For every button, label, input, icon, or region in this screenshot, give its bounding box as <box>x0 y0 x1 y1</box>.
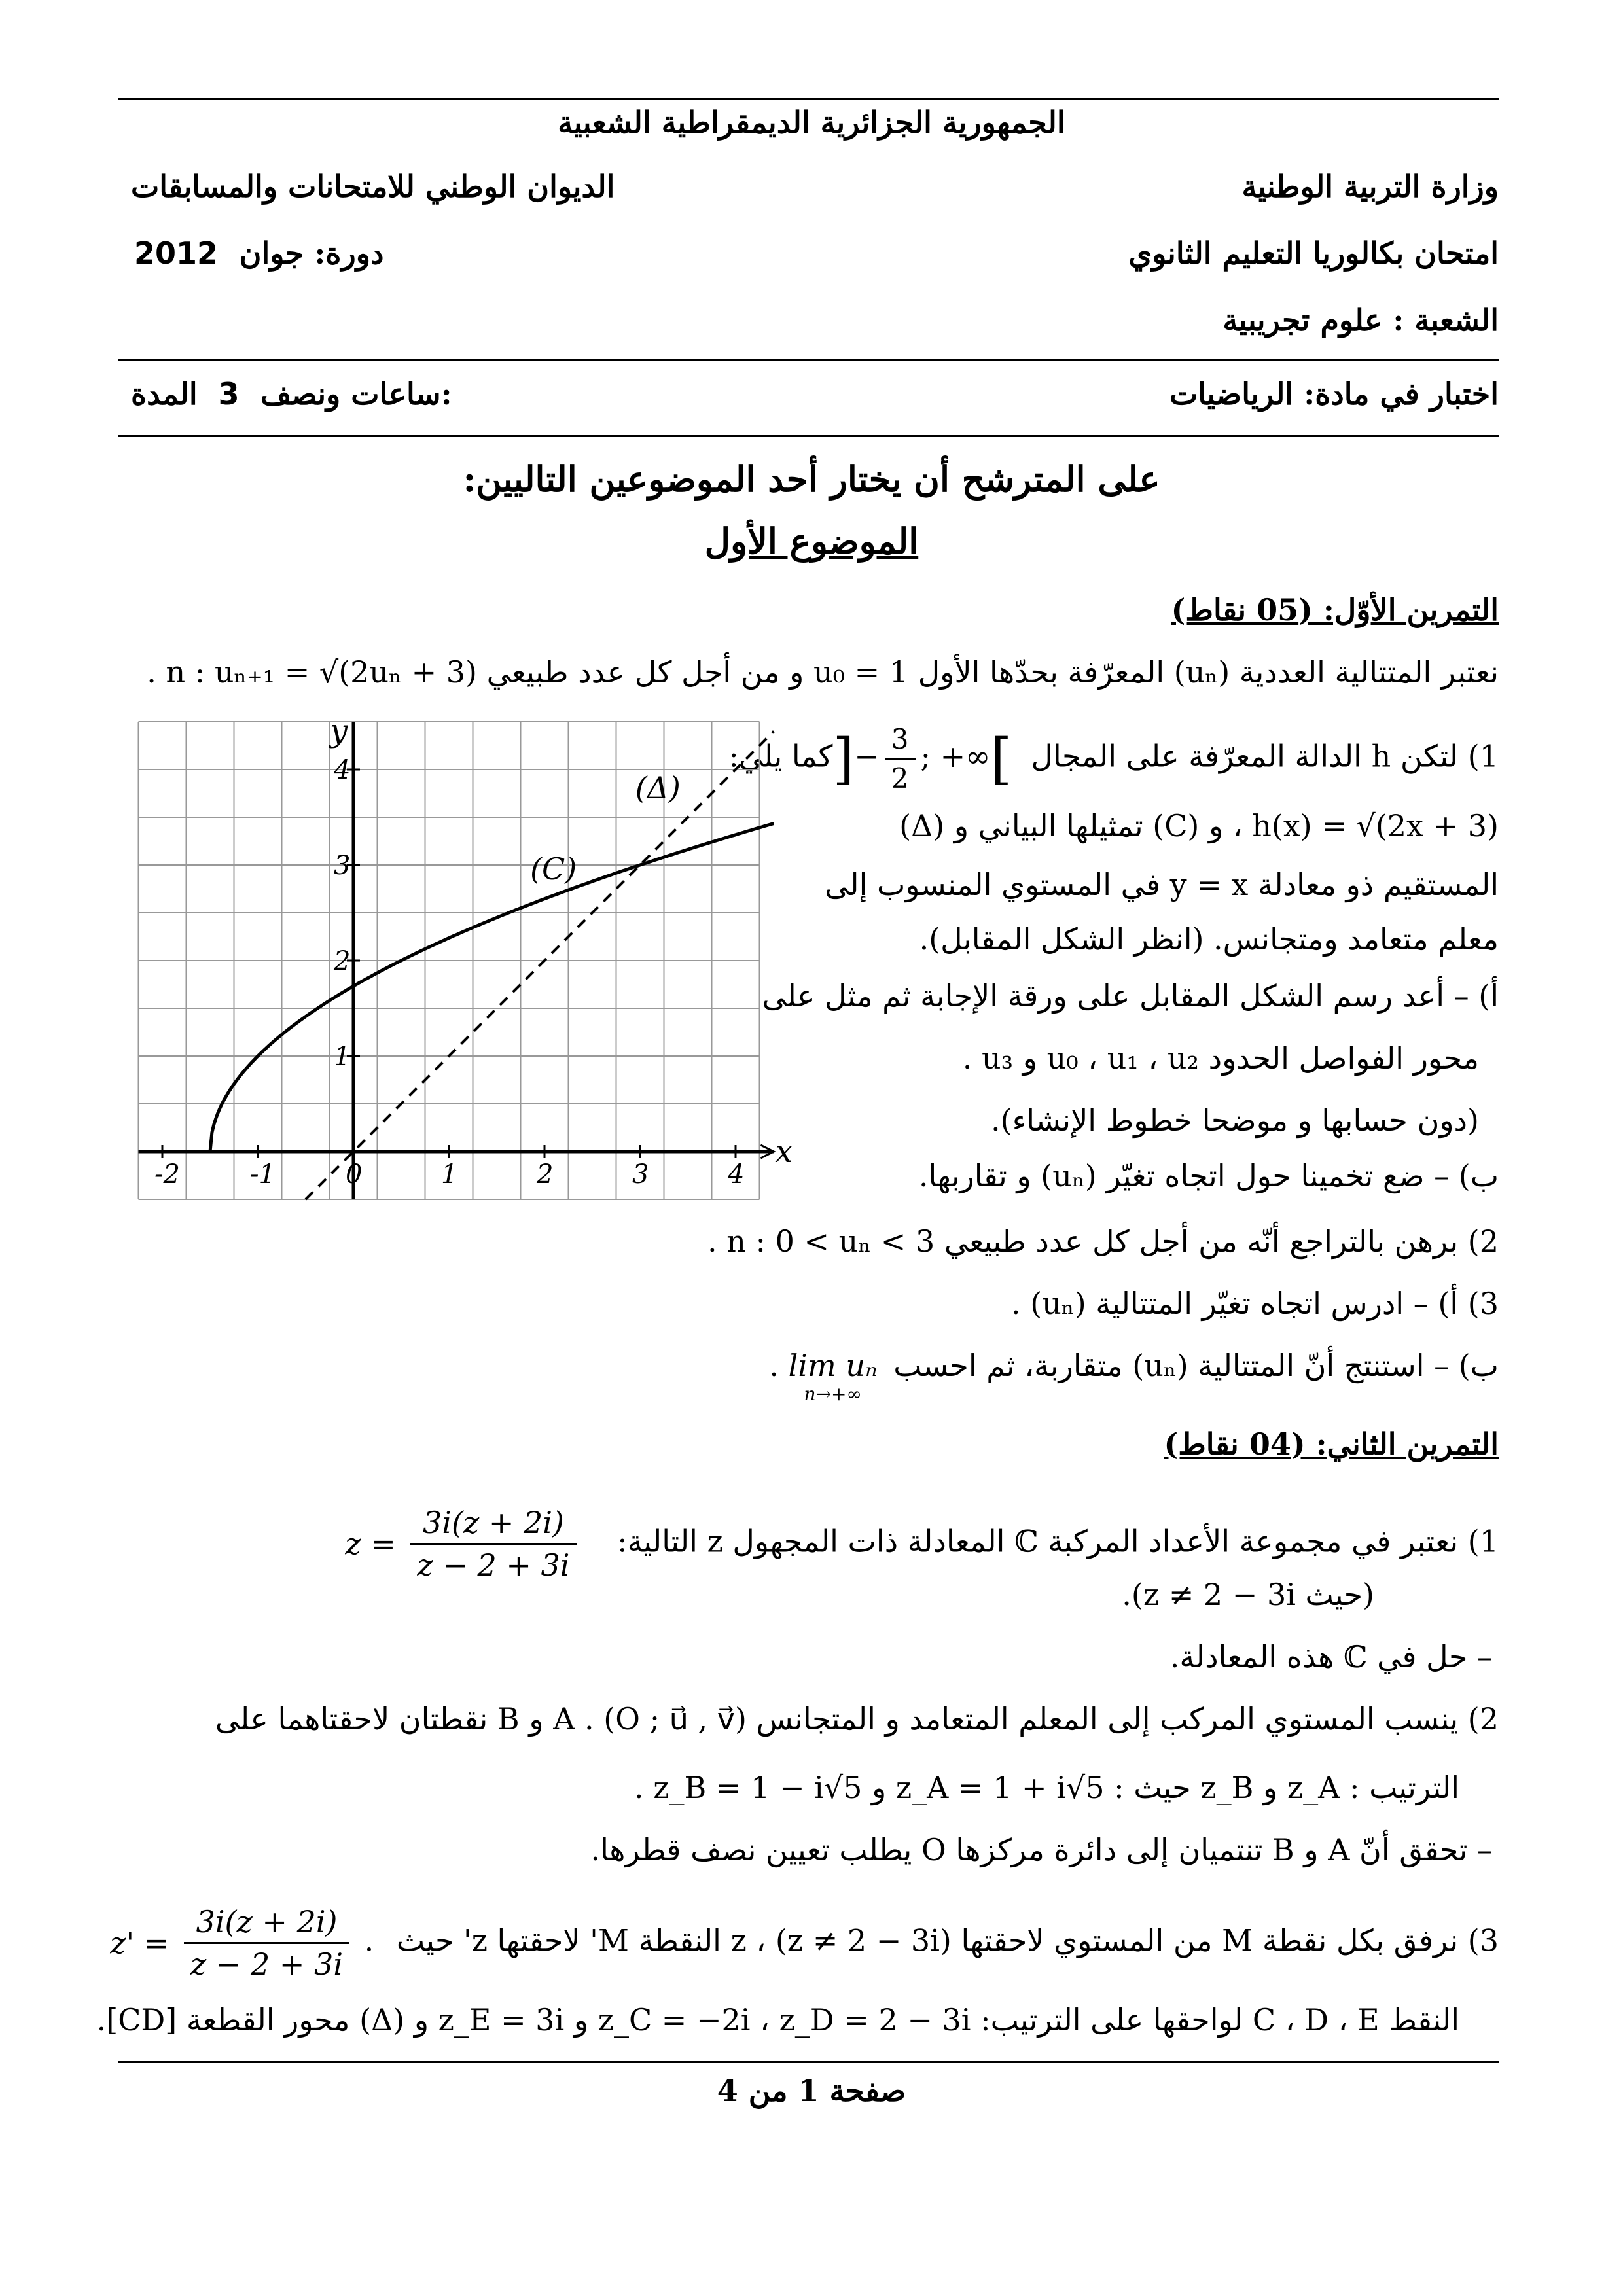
limit-expr <box>789 1348 878 1405</box>
ex1-q3b: ب) – استنتج أنّ المتتالية (uₙ) متقاربة، ثم احسب <box>893 1348 1499 1383</box>
ex2-q2-line1: 2) ينسب المستوي المركب إلى المعلم المتعامد و المتجانس (O ; u⃗ , v⃗) . A و B نقطتان لاحقتاهما على <box>215 1701 1499 1737</box>
ex1-q1-line2: h(x) = √(2x + 3) ، و (C) تمثيلها البياني و (Δ) <box>899 808 1499 843</box>
ex1-q1-text-a: 1) لتكن h الدالة المعرّفة على المجال <box>1031 738 1499 774</box>
ex2-q1-cond: (حيث z ≠ 2 − 3i). <box>1122 1577 1374 1612</box>
ex1-q1-line4: معلم متعامد ومتجانس. (انظر الشكل المقابل). <box>919 921 1499 957</box>
ex2-q1-text: 1) نعتبر في مجموعة الأعداد المركبة ℂ المعادلة ذات المجهول z التالية: <box>617 1523 1499 1559</box>
ex1-q1-text-b: كما يلي: <box>728 738 833 774</box>
ex2-q3-text: 3) نرفق بكل نقطة M من المستوي لاحقتها z ، (z ≠ 2 − 3i) النقطة M' لاحقتها z' حيث <box>396 1922 1499 1958</box>
x-tick-label: -2 <box>154 1159 180 1190</box>
topic-title: الموضوع الأول <box>704 520 919 562</box>
line-delta <box>306 732 774 1199</box>
ex1-title: التمرين الأوّل: (05 نقاط) <box>1171 592 1499 627</box>
ex2-q2-line3: – تحقق أنّ A و B تنتميان إلى دائرة مركزها O يطلب تعيين نصف قطرها. <box>590 1832 1492 1867</box>
duration-info <box>131 376 452 412</box>
q3-eq-lhs: z' = <box>110 1925 169 1961</box>
eq-lhs: z = <box>345 1526 396 1562</box>
interval-den: 2 <box>891 762 909 794</box>
session-info <box>134 236 383 271</box>
header-rule <box>118 359 1499 361</box>
session-year: 2012 <box>134 236 219 271</box>
ex1-intro: نعتبر المتتالية العددية (uₙ) المعرّفة بحدّها الأول u₀ = 1 و من أجل كل عدد طبيعي n : uₙ₊₁ = √(2uₙ + 3) . <box>147 654 1499 690</box>
ex1-q3b-line: ب) – استنتج أنّ المتتالية (uₙ) متقاربة، ثم احسب lim uₙ n→+∞ . <box>769 1348 1499 1405</box>
curve-C-label: (C) <box>530 851 577 887</box>
branch-label: الشعبة : علوم تجريبية <box>1222 302 1499 338</box>
exam-label: امتحان بكالوريا التعليم الثانوي <box>1128 236 1499 271</box>
curve-C <box>210 824 774 1152</box>
x-tick-label: 4 <box>728 1159 745 1190</box>
duration-label: المدة: <box>131 376 452 412</box>
ex2-q1-solve: – حل في ℂ هذه المعادلة. <box>1169 1639 1492 1674</box>
y-axis-label: y <box>330 713 348 749</box>
y-tick-label: 3 <box>334 851 351 881</box>
ex1-qa-line2: محور الفواصل الحدود u₀ ، u₁ ، u₂ و u₃ . <box>962 1040 1479 1076</box>
y-tick-label: 1 <box>334 1042 351 1072</box>
x-axis-label: x <box>775 1133 793 1170</box>
ex2-q2-line2: الترتيب : z_A و z_B حيث : z_A = 1 + i√5 و z_B = 1 − i√5 . <box>634 1770 1459 1805</box>
line-delta-label: (Δ) <box>635 769 681 805</box>
y-tick-label: 2 <box>334 946 351 976</box>
ex1-qa-line3: (دون حسابها و موضحا خطوط الإنشاء). <box>991 1103 1479 1138</box>
ex1-q3a: 3) أ) – ادرس اتجاه تغيّر المتتالية (uₙ) . <box>1011 1286 1499 1321</box>
eq-num: 3i(z + 2i) <box>410 1505 576 1545</box>
ex1-q1-line1 <box>728 723 1499 794</box>
office-label: الديوان الوطني للامتحانات والمسابقات <box>131 169 615 204</box>
ex2-q3-line <box>110 1904 1499 1982</box>
duration-text: ساعات ونصف <box>260 376 441 412</box>
y-tick-label: 4 <box>334 755 351 785</box>
ex1-q1-line3: المستقيم ذو معادلة y = x في المستوي المنسوب إلى <box>825 867 1499 902</box>
ex2-q1-line <box>118 1505 1499 1583</box>
q3-equation: z' = $\frac{3i(z + 2i)}{z - 2 + 3i}$ . <box>110 1904 374 1982</box>
duration-num: 3 <box>218 376 240 412</box>
top-rule <box>118 98 1499 100</box>
ex1-qa-line1: أ) – أعد رسم الشكل المقابل على ورقة الإجابة ثم مثل على <box>762 978 1499 1014</box>
republic-title: الجمهورية الجزائرية الديمقراطية الشعبية <box>558 105 1065 140</box>
limit-bottom: n→+∞ <box>804 1383 862 1405</box>
x-tick-label: 3 <box>632 1159 649 1190</box>
ex2-title: التمرين الثاني: (04 نقاط) <box>1164 1426 1499 1462</box>
ministry-label: وزارة التربية الوطنية <box>1241 169 1499 204</box>
x-tick-label: 0 <box>346 1159 363 1190</box>
x-tick-label: 2 <box>537 1159 554 1190</box>
footer-rule <box>118 2061 1499 2063</box>
ex1-qb: ب) – ضع تخمينا حول اتجاه تغيّر (uₙ) و تقاربها. <box>918 1158 1499 1193</box>
page-number: صفحة 1 من 4 <box>717 2073 906 2108</box>
interval: ]− $\frac{3}{2}$ ; +∞[ <box>832 723 1012 794</box>
eq-den: z − 2 + 3i <box>417 1547 570 1583</box>
ex2-q3-line2: النقط C ، D ، E لواحقها على الترتيب: z_C = −2i ، z_D = 2 − 3i و z_E = 3i و (Δ) محور القطعة [CD]. <box>96 2002 1459 2038</box>
equation <box>345 1505 581 1583</box>
instruction: على المترشح أن يختار أحد الموضوعين التاليين: <box>463 458 1160 500</box>
session-label: دورة: جوان <box>239 236 384 271</box>
q3-eq-den: z − 2 + 3i <box>190 1947 344 1982</box>
interval-num: 3 <box>885 723 916 760</box>
x-tick-label: 1 <box>441 1159 458 1190</box>
x-tick-label: -1 <box>250 1159 276 1190</box>
subject-label: اختبار في مادة: الرياضيات <box>1169 376 1499 412</box>
q3-eq-num: 3i(z + 2i) <box>184 1904 349 1944</box>
limit-top: lim uₙ <box>788 1348 878 1383</box>
ex1-q2: 2) برهن بالتراجع أنّه من أجل كل عدد طبيعي n : 0 < uₙ < 3 . <box>707 1224 1499 1259</box>
subject-rule <box>118 435 1499 437</box>
